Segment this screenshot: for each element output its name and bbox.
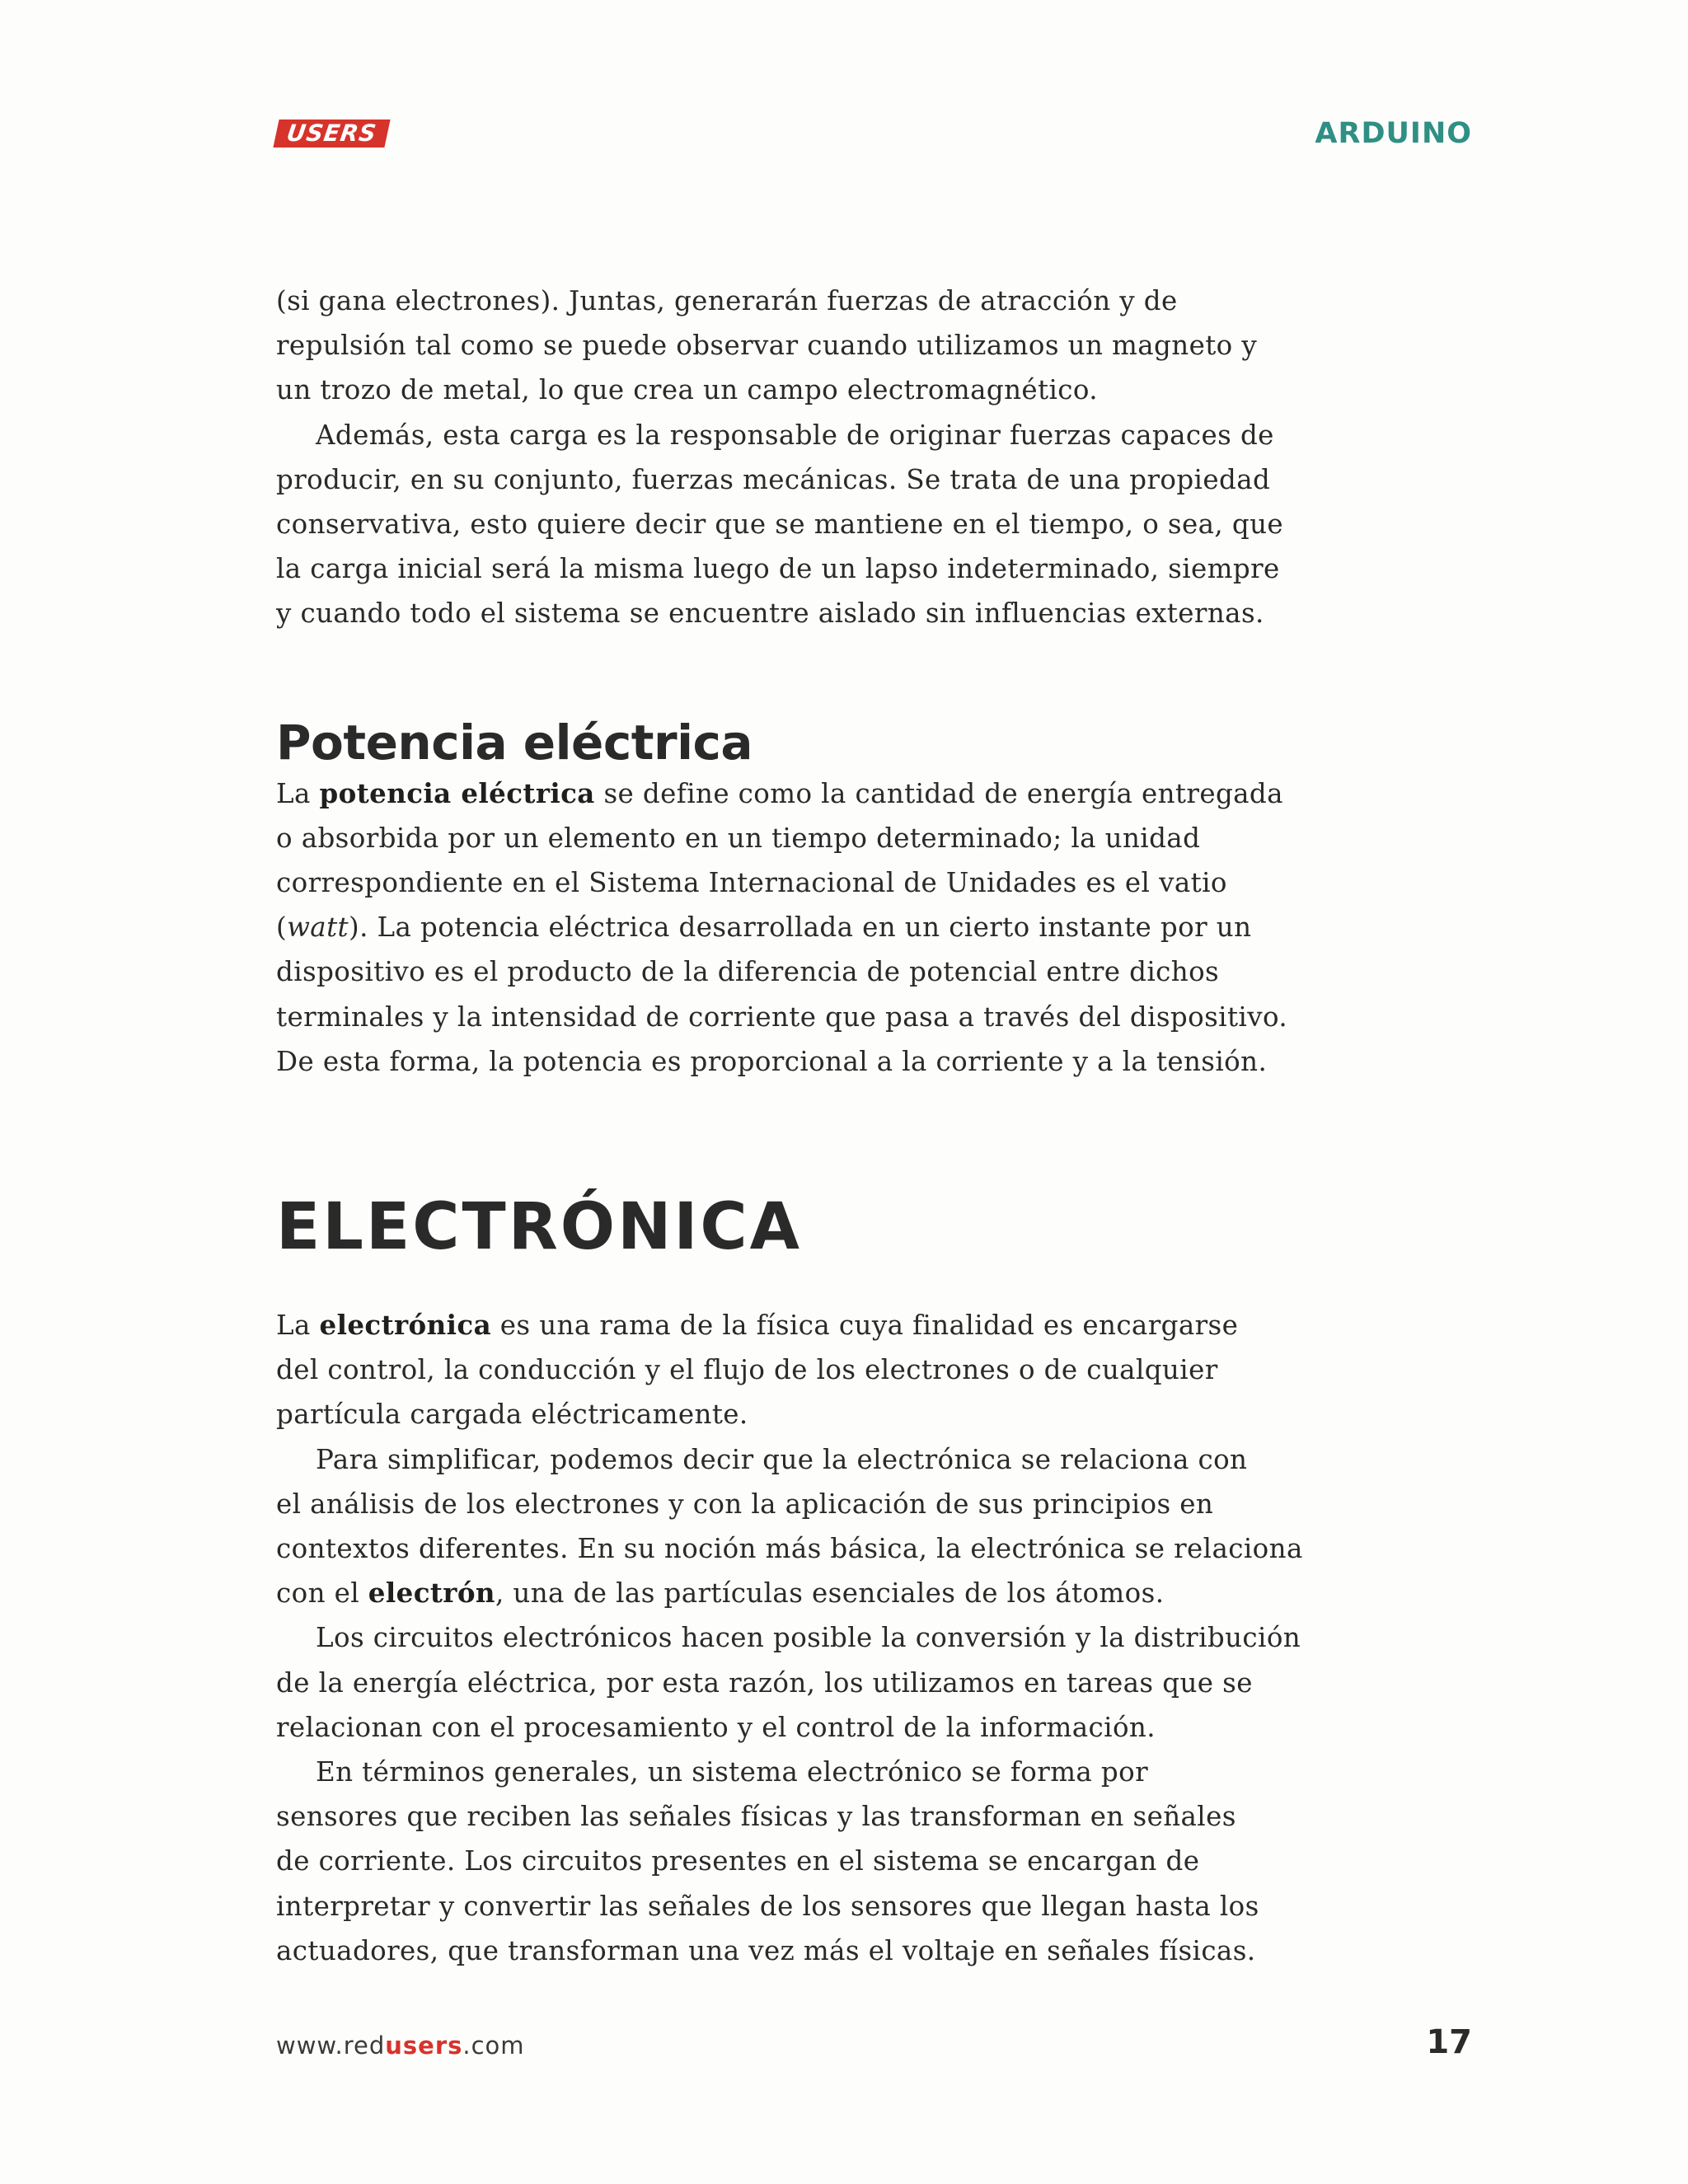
electronics-paragraph-4 <box>276 1750 1343 1973</box>
text-fragment: La <box>276 777 320 809</box>
electronics-paragraph-3 <box>276 1615 1343 1750</box>
bold-term: potencia eléctrica <box>319 776 595 809</box>
page-number: 17 <box>1426 2023 1472 2061</box>
electronics-paragraph-1 <box>276 1303 1343 1437</box>
text-line: el análisis de los electrones y con la aplicación de sus principios en <box>276 1488 1214 1520</box>
text-line: actuadores, que transforman una vez más el voltaje en señales físicas. <box>276 1934 1256 1966</box>
text-line <box>276 905 1343 949</box>
electronics-paragraph-2 <box>276 1437 1343 1616</box>
text-line: correspondiente en el Sistema Internacional de Unidades es el vatio <box>276 867 1227 899</box>
text-line: partícula cargada eléctricamente. <box>276 1399 748 1431</box>
italic-term: watt <box>287 912 349 944</box>
section-heading-potencia: Potencia eléctrica <box>276 714 753 771</box>
text-fragment: se define como la cantidad de energía entregada <box>594 777 1283 809</box>
page-header <box>276 115 1472 165</box>
text-line: y cuando todo el sistema se encuentre aislado sin influencias externas. <box>276 598 1264 630</box>
text-fragment: ( <box>276 912 288 944</box>
text-line: la carga inicial será la misma luego de un lapso indeterminado, siempre <box>276 553 1280 585</box>
text-line: de corriente. Los circuitos presentes en el sistema se encargan de <box>276 1845 1200 1877</box>
bold-term: electrón <box>368 1577 495 1610</box>
text-line: En términos generales, un sistema electrónico se forma por <box>316 1756 1149 1788</box>
bold-term: electrónica <box>319 1309 492 1342</box>
text-line: producir, en su conjunto, fuerzas mecánicas. Se trata de una propiedad <box>276 463 1271 495</box>
text-fragment: La <box>276 1310 320 1342</box>
url-brand: users <box>385 2032 463 2060</box>
text-line: interpretar y convertir las señales de los sensores que llegan hasta los <box>276 1890 1259 1922</box>
text-line: un trozo de metal, lo que crea un campo electromagnético. <box>276 374 1099 406</box>
running-head: ARDUINO <box>1315 117 1472 150</box>
url-suffix: .com <box>462 2032 525 2060</box>
text-line: repulsión tal como se puede observar cuando utilizamos un magneto y <box>276 330 1258 362</box>
intro-paragraph <box>276 279 1343 413</box>
power-paragraph <box>276 771 1343 1084</box>
text-fragment: con el <box>276 1577 368 1610</box>
text-line: relacionan con el procesamiento y el control de la información. <box>276 1711 1156 1743</box>
text-line: Para simplificar, podemos decir que la electrónica se relaciona con <box>316 1443 1248 1475</box>
chapter-heading-electronica: ELECTRÓNICA <box>276 1190 802 1265</box>
text-line: del control, la conducción y el flujo de los electrones o de cualquier <box>276 1354 1218 1386</box>
text-line: Además, esta carga es la responsable de originar fuerzas capaces de <box>316 419 1274 451</box>
text-line: Los circuitos electrónicos hacen posible la conversión y la distribución <box>316 1622 1301 1654</box>
text-line: o absorbida por un elemento en un tiempo determinado; la unidad <box>276 822 1201 854</box>
text-fragment: ). La potencia eléctrica desarrollada en un cierto instante por un <box>349 912 1252 944</box>
text-fragment: , una de las partículas esenciales de los átomos. <box>495 1577 1165 1610</box>
page-footer <box>276 2023 1472 2073</box>
text-line: terminales y la intensidad de corriente que pasa a través del dispositivo. <box>276 1001 1288 1033</box>
text-line: conservativa, esto quiere decir que se mantiene en el tiempo, o sea, que <box>276 509 1284 541</box>
site-url-link[interactable] <box>276 2032 525 2060</box>
text-line <box>276 771 1343 816</box>
url-prefix: www.red <box>276 2032 386 2060</box>
text-line: dispositivo es el producto de la diferencia de potencial entre dichos <box>276 956 1220 988</box>
text-line: De esta forma, la potencia es proporcional a la corriente y a la tensión. <box>276 1045 1268 1077</box>
text-fragment: es una rama de la física cuya finalidad es encargarse <box>491 1310 1239 1342</box>
text-line <box>276 1571 1343 1615</box>
text-line: sensores que reciben las señales físicas y las transforman en señales <box>276 1801 1236 1833</box>
text-line <box>276 1303 1343 1347</box>
users-logo <box>273 120 390 148</box>
text-line: de la energía eléctrica, por esta razón, los utilizamos en tareas que se <box>276 1666 1253 1699</box>
conservation-paragraph <box>276 413 1343 636</box>
page-content <box>276 279 1343 1973</box>
text-line: (si gana electrones). Juntas, generarán fuerzas de atracción y de <box>276 285 1178 316</box>
text-line: contextos diferentes. En su noción más básica, la electrónica se relaciona <box>276 1533 1303 1565</box>
users-logo-text: USERS <box>284 120 379 147</box>
